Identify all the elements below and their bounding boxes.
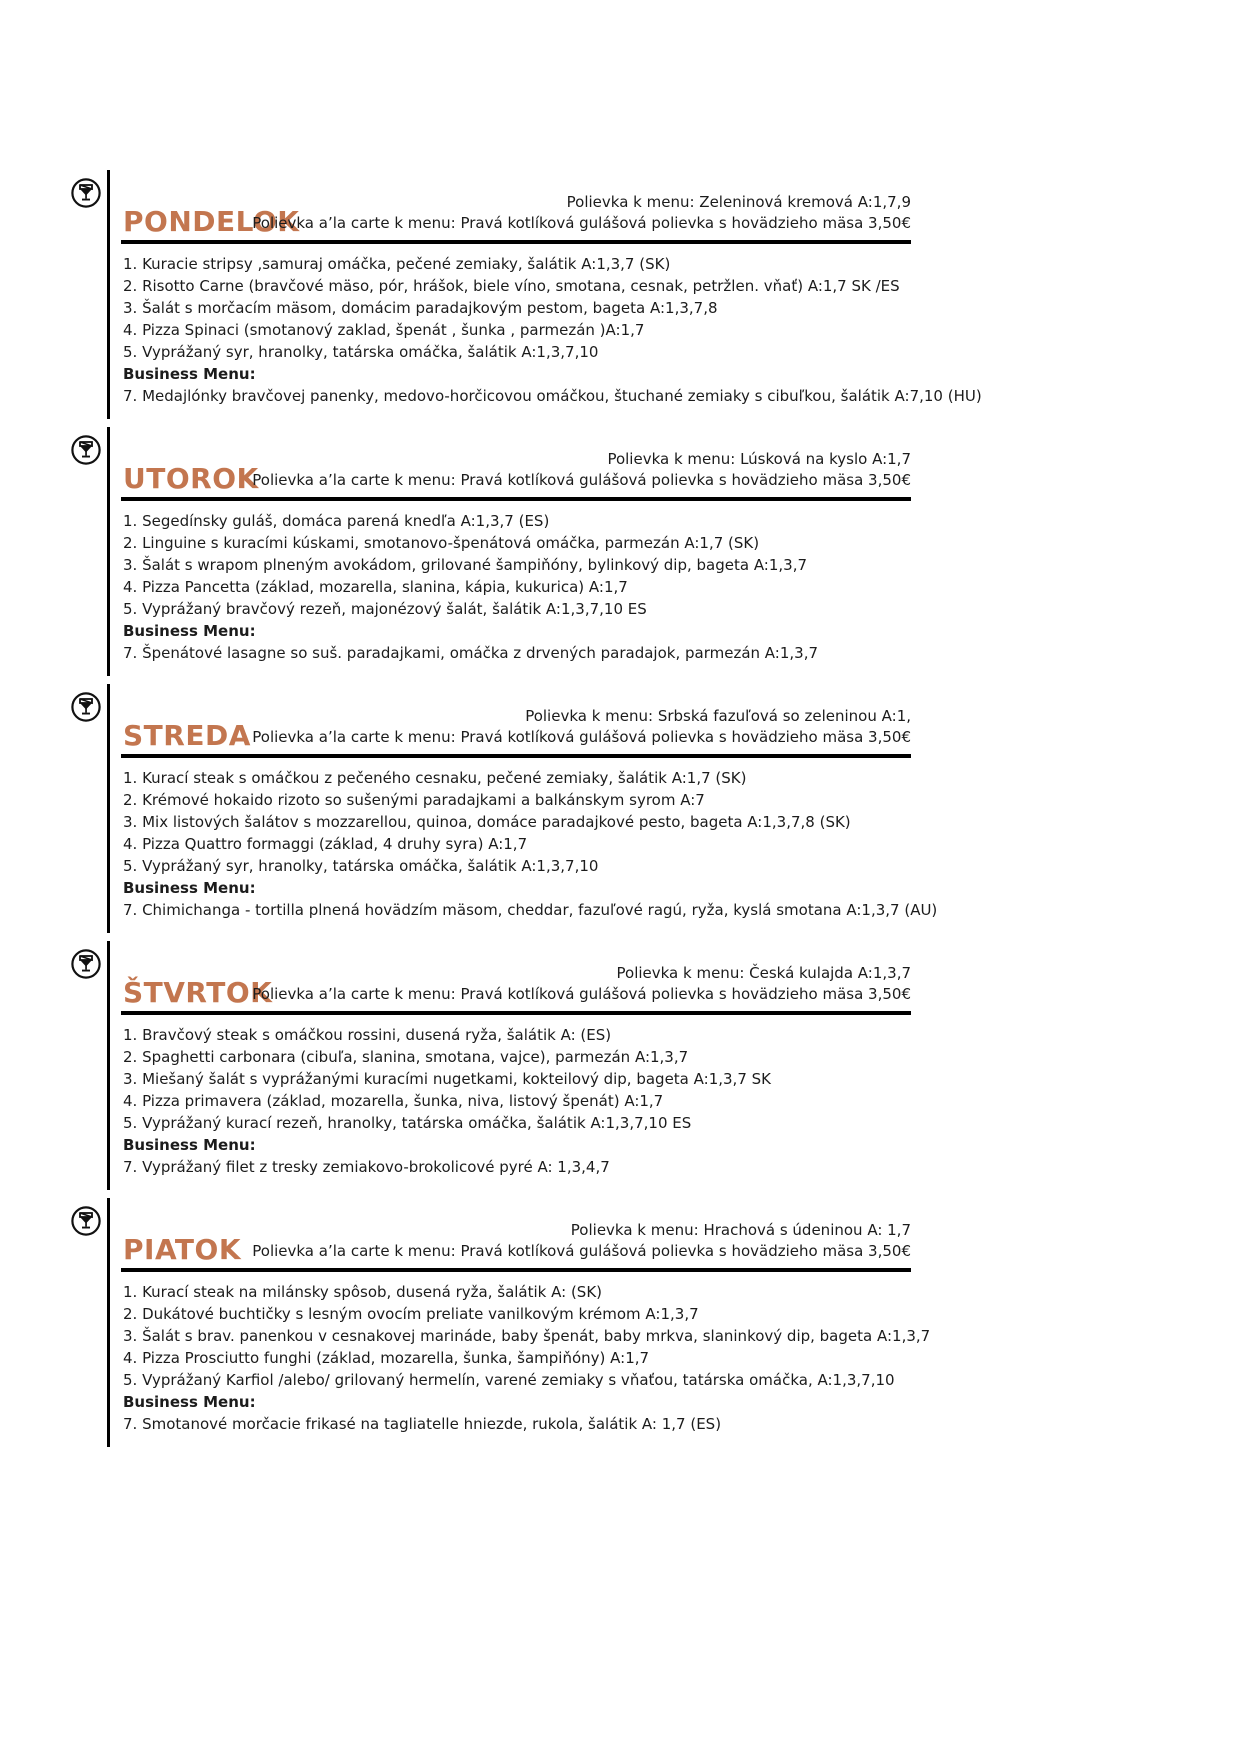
soup-of-day: Polievka k menu: Lúsková na kyslo A:1,7 <box>607 450 911 468</box>
menu-items <box>121 1272 1241 1447</box>
day-title: PIATOK <box>123 1233 242 1266</box>
menu-item: 4. Pizza Pancetta (základ, mozarella, slanina, kápia, kukurica) A:1,7 <box>123 578 628 596</box>
menu-item: 5. Vyprážaný kurací rezeň, hranolky, tatárska omáčka, šalátik A:1,3,7,10 ES <box>123 1114 692 1132</box>
soup-alacarte: Polievka a’la carte k menu: Pravá kotlíková gulášová polievka s hovädzieho mäsa 3,50€ <box>252 471 911 489</box>
menu-item: 1. Bravčový steak s omáčkou rossini, dusená ryža, šalátik A: (ES) <box>123 1026 612 1044</box>
day-header <box>121 941 911 1009</box>
day-section <box>107 941 1241 1190</box>
day-title: PONDELOK <box>123 205 300 238</box>
menu-item: 3. Miešaný šalát s vyprážanými kuracími nugetkami, kokteilový dip, bageta A:1,3,7 SK <box>123 1070 771 1088</box>
menu-items <box>121 501 1241 676</box>
day-header <box>121 684 911 752</box>
menu-item: 2. Krémové hokaido rizoto so sušenými paradajkami a balkánskym syrom A:7 <box>123 791 705 809</box>
business-menu-item: 7. Špenátové lasagne so suš. paradajkami, omáčka z drvených paradajok, parmezán A:1,3,7 <box>123 644 819 662</box>
menu-item: 5. Vyprážaný syr, hranolky, tatárska omáčka, šalátik A:1,3,7,10 <box>123 857 599 875</box>
day-body <box>121 1198 1241 1447</box>
soup-alacarte: Polievka a’la carte k menu: Pravá kotlíková gulášová polievka s hovädzieho mäsa 3,50€ <box>252 1242 911 1260</box>
day-header <box>121 1198 911 1266</box>
menu-item: 3. Šalát s brav. panenkou v cesnakovej marináde, baby špenát, baby mrkva, slaninkový dip, bageta A:1,3,7 <box>123 1327 931 1345</box>
soup-alacarte: Polievka a’la carte k menu: Pravá kotlíková gulášová polievka s hovädzieho mäsa 3,50€ <box>252 985 911 1003</box>
business-menu-label: Business Menu: <box>123 365 256 383</box>
menu-items <box>121 1015 1241 1190</box>
day-sections <box>0 170 1241 1455</box>
menu-item: 3. Šalát s morčacím mäsom, domácim paradajkovým pestom, bageta A:1,3,7,8 <box>123 299 718 317</box>
soup-of-day: Polievka k menu: Česká kulajda A:1,3,7 <box>616 964 911 982</box>
day-body <box>121 170 1241 419</box>
menu-item: 5. Vyprážaný syr, hranolky, tatárska omáčka, šalátik A:1,3,7,10 <box>123 343 599 361</box>
soup-lines <box>252 192 911 234</box>
wine-glass-circle-icon <box>69 433 103 467</box>
wine-glass-circle-icon <box>69 690 103 724</box>
soup-alacarte: Polievka a’la carte k menu: Pravá kotlíková gulášová polievka s hovädzieho mäsa 3,50€ <box>252 214 911 232</box>
menu-item: 2. Linguine s kuracími kúskami, smotanovo-špenátová omáčka, parmezán A:1,7 (SK) <box>123 534 760 552</box>
menu-item: 2. Risotto Carne (bravčové mäso, pór, hrášok, biele víno, smotana, cesnak, petržlen. vňať) A:1,7 SK /ES <box>123 277 900 295</box>
menu-item: 5. Vyprážaný bravčový rezeň, majonézový šalát, šalátik A:1,3,7,10 ES <box>123 600 647 618</box>
menu-item: 1. Segedínsky guláš, domáca parená knedľa A:1,3,7 (ES) <box>123 512 550 530</box>
soup-lines <box>252 963 911 1005</box>
soup-lines <box>252 1220 911 1262</box>
day-header <box>121 427 911 495</box>
day-section <box>107 1198 1241 1447</box>
business-menu-item: 7. Chimichanga - tortilla plnená hovädzím mäsom, cheddar, fazuľové ragú, ryža, kyslá smotana A:1,3,7 (AU) <box>123 901 938 919</box>
business-menu-label: Business Menu: <box>123 1393 256 1411</box>
soup-lines <box>252 706 911 748</box>
menu-item: 3. Šalát s wrapom plneným avokádom, grilované šampiňóny, bylinkový dip, bageta A:1,3,7 <box>123 556 808 574</box>
menu-item: 3. Mix listových šalátov s mozzarellou, quinoa, domáce paradajkové pesto, bageta A:1,3,7,8 (SK) <box>123 813 851 831</box>
business-menu-label: Business Menu: <box>123 879 256 897</box>
soup-of-day: Polievka k menu: Srbská fazuľová so zeleninou A:1, <box>525 707 911 725</box>
menu-item: 4. Pizza Prosciutto funghi (základ, mozarella, šunka, šampiňóny) A:1,7 <box>123 1349 650 1367</box>
day-header <box>121 170 911 238</box>
menu-item: 4. Pizza Quattro formaggi (základ, 4 druhy syra) A:1,7 <box>123 835 528 853</box>
day-title: UTOROK <box>123 462 259 495</box>
wine-glass-circle-icon <box>69 176 103 210</box>
menu-item: 1. Kuracie stripsy ,samuraj omáčka, pečené zemiaky, šalátik A:1,3,7 (SK) <box>123 255 671 273</box>
wine-glass-circle-icon <box>69 947 103 981</box>
day-title: ŠTVRTOK <box>123 976 273 1009</box>
soup-of-day: Polievka k menu: Zeleninová kremová A:1,7,9 <box>566 193 911 211</box>
day-title: STREDA <box>123 719 251 752</box>
business-menu-item: 7. Smotanové morčacie frikasé na tagliatelle hniezde, rukola, šalátik A: 1,7 (ES) <box>123 1415 722 1433</box>
day-section <box>107 170 1241 419</box>
day-body <box>121 684 1241 933</box>
menu-items <box>121 758 1241 933</box>
day-section <box>107 684 1241 933</box>
business-menu-label: Business Menu: <box>123 622 256 640</box>
soup-alacarte: Polievka a’la carte k menu: Pravá kotlíková gulášová polievka s hovädzieho mäsa 3,50€ <box>252 728 911 746</box>
day-section <box>107 427 1241 676</box>
menu-item: 1. Kurací steak s omáčkou z pečeného cesnaku, pečené zemiaky, šalátik A:1,7 (SK) <box>123 769 747 787</box>
menu-items <box>121 244 1241 419</box>
menu-item: 5. Vyprážaný Karfiol /alebo/ grilovaný hermelín, varené zemiaky s vňaťou, tatárska omáčka, A:1,3,7,10 <box>123 1371 895 1389</box>
menu-item: 4. Pizza primavera (základ, mozarella, šunka, niva, listový špenát) A:1,7 <box>123 1092 664 1110</box>
day-body <box>121 941 1241 1190</box>
business-menu-label: Business Menu: <box>123 1136 256 1154</box>
soup-lines <box>252 449 911 491</box>
menu-item: 4. Pizza Spinaci (smotanový zaklad, špenát , šunka , parmezán )A:1,7 <box>123 321 645 339</box>
wine-glass-circle-icon <box>69 1204 103 1238</box>
menu-item: 2. Spaghetti carbonara (cibuľa, slanina, smotana, vajce), parmezán A:1,3,7 <box>123 1048 689 1066</box>
business-menu-item: 7. Medajlónky bravčovej panenky, medovo-horčicovou omáčkou, štuchané zemiaky s cibuľkou, šalátik A:7,10 (HU) <box>123 387 982 405</box>
day-body <box>121 427 1241 676</box>
menu-item: 2. Dukátové buchtičky s lesným ovocím preliate vanilkovým krémom A:1,3,7 <box>123 1305 699 1323</box>
menu-item: 1. Kurací steak na milánsky spôsob, dusená ryža, šalátik A: (SK) <box>123 1283 603 1301</box>
business-menu-item: 7. Vyprážaný filet z tresky zemiakovo-brokolicové pyré A: 1,3,4,7 <box>123 1158 610 1176</box>
soup-of-day: Polievka k menu: Hrachová s údeninou A: 1,7 <box>570 1221 911 1239</box>
